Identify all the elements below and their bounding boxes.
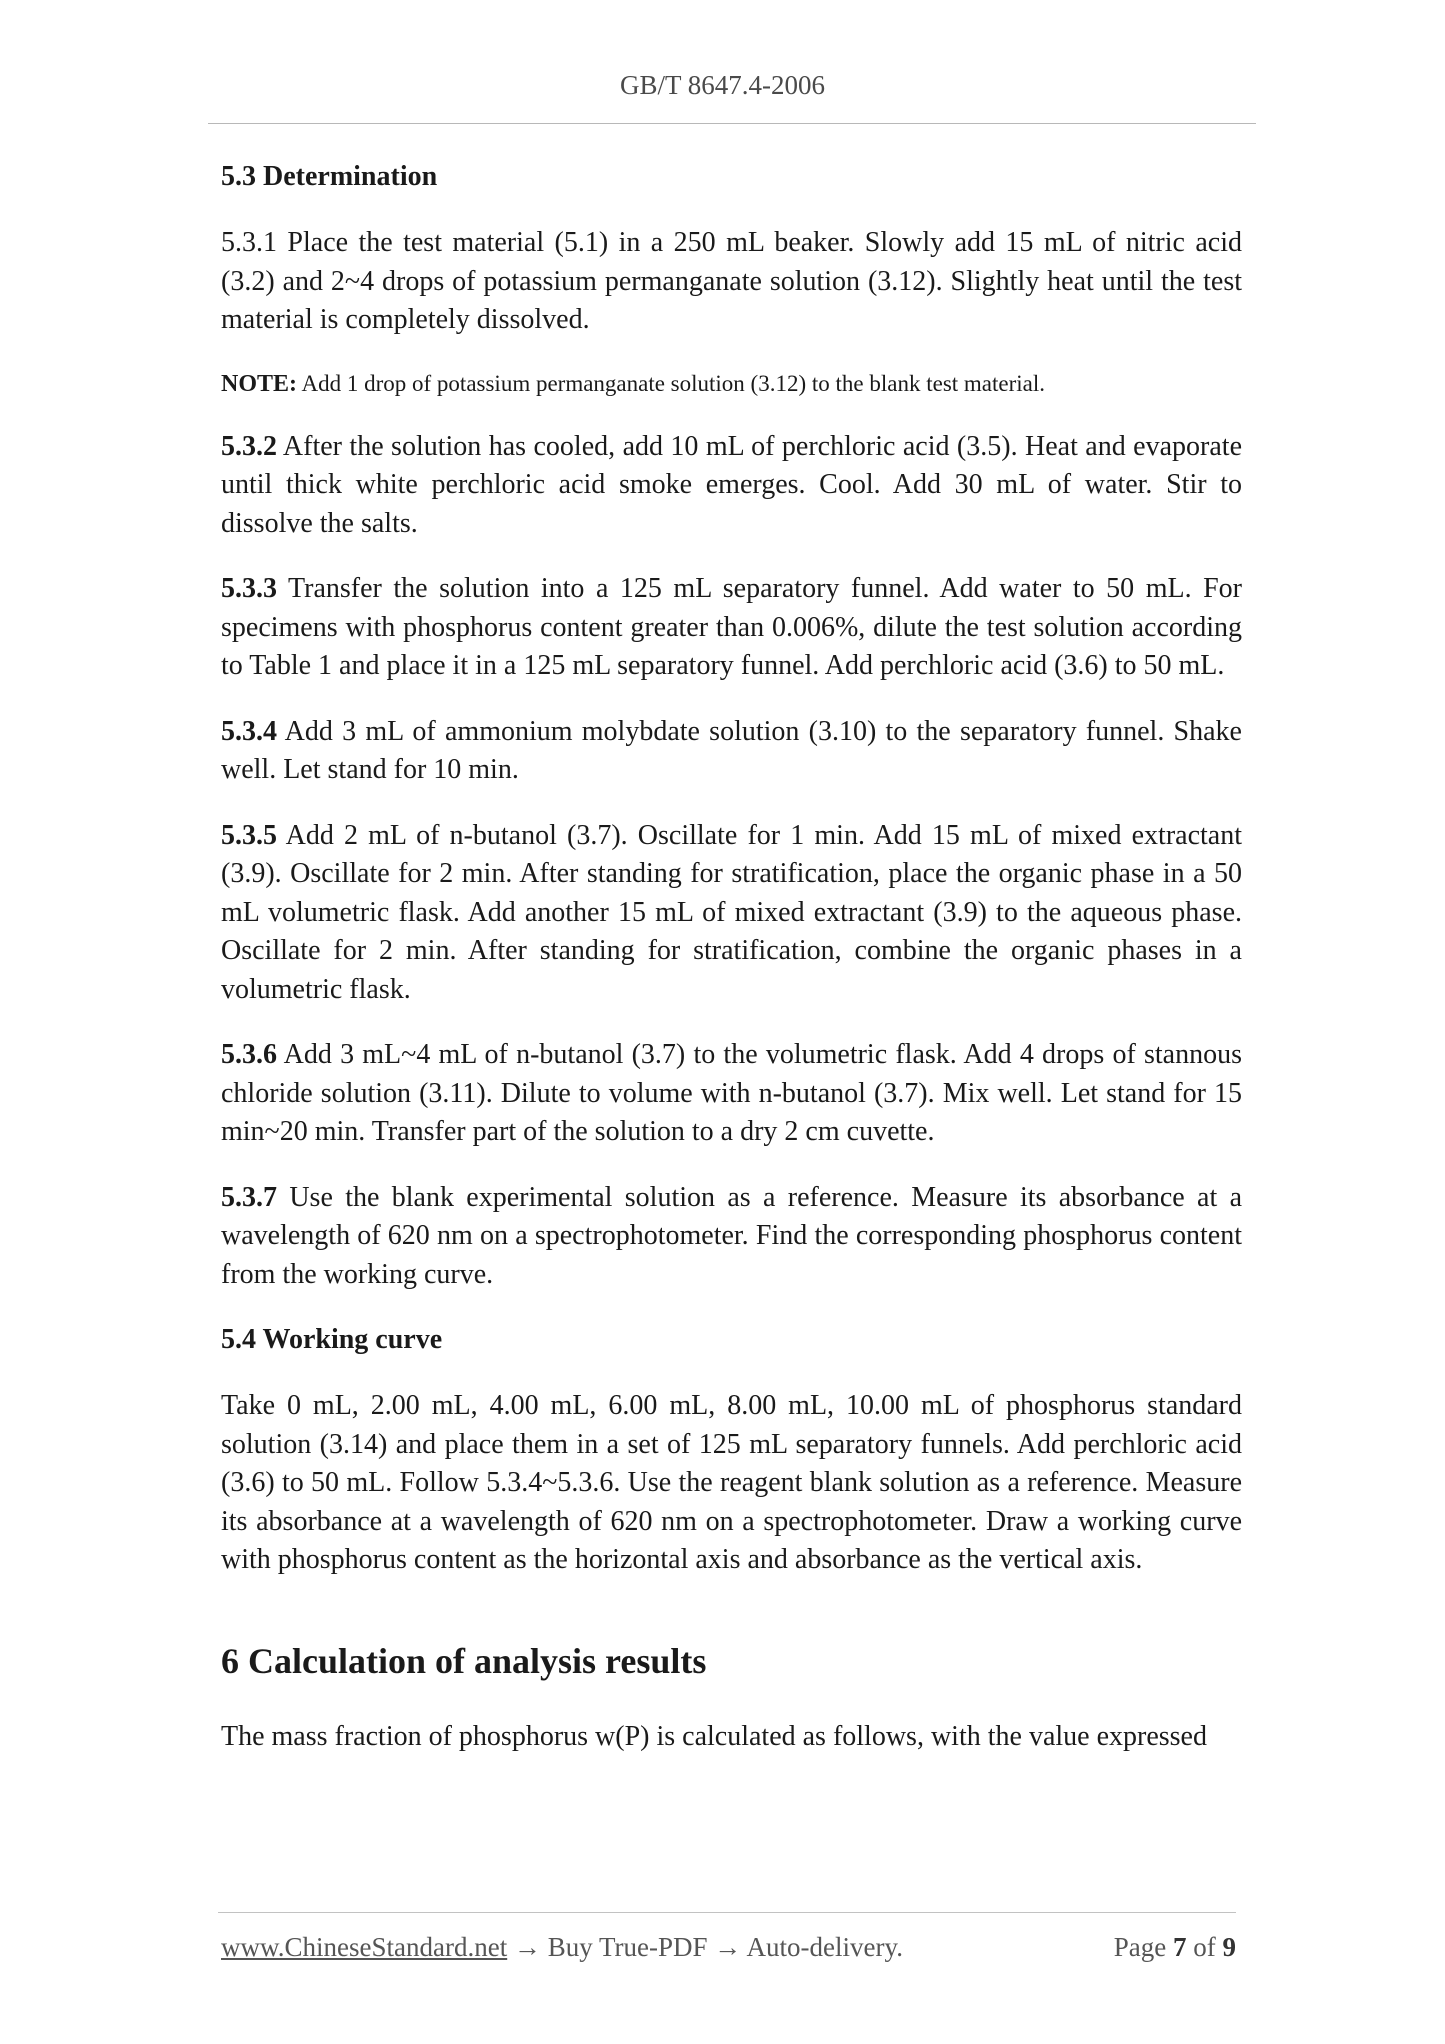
auto-delivery-text: Auto-delivery.: [746, 1932, 903, 1962]
note-label: NOTE:: [221, 370, 298, 397]
buy-true-pdf-text: Buy True-PDF: [547, 1932, 708, 1962]
section-5-4-heading: 5.4 Working curve: [221, 1324, 443, 1355]
clause-number: 5.3.2: [221, 430, 277, 462]
section-5-3-heading: 5.3 Determination: [221, 161, 438, 192]
arrow-right-icon: →: [507, 1932, 548, 1962]
clause-number: 5.3.6: [221, 1039, 277, 1070]
clause-text: After the solution has cooled, add 10 mL of perchloric acid (3.5). Heat and evaporate until thick white perchloric acid smoke emerges. Cool. Add 30 mL of water. Stir to dissolve the salts.: [221, 430, 1242, 539]
clause-text: Add 2 mL of n-butanol (3.7). Oscillate for 1 min. Add 15 mL of mixed extractant (3.9). Oscillate for 2 min. After standing for stratification, place the organic phase in a 50 mL volumetric flask. Add another 15 mL of mixed extractant (3.9) to the aqueous phase. Oscillate for 2 min. After standing for stratification, combine the organic phases in a volumetric flask.: [221, 819, 1242, 1005]
calculation-intro: The mass fraction of phosphorus w(P) is calculated as follows, with the value expressed: [221, 1720, 1207, 1752]
standard-number: GB/T 8647.4-2006: [619, 70, 825, 100]
clause-5-3-1: 5.3.1 Place the test material (5.1) in a 250 mL beaker. Slowly add 15 mL of nitric acid (3.2) and 2~4 drops of potassium permanganate solution (3.12). Slightly heat until the test material is completely dissolved.: [221, 227, 1242, 335]
clause-text: Transfer the solution into a 125 mL separatory funnel. Add water to 50 mL. For specimens with phosphorus content greater than 0.006%, dilute the test solution according to Table 1 and place it in a 125 mL separatory funnel. Add perchloric acid (3.6) to 50 mL.: [221, 573, 1242, 681]
running-header: [0, 70, 1445, 101]
clause-number: 5.3.5: [221, 819, 277, 851]
website-link[interactable]: www.ChineseStandard.net: [221, 1932, 508, 1962]
clause-5-3-7: [221, 1179, 1242, 1295]
clause-5-3-6: [221, 1036, 1242, 1152]
page-total: 9: [1222, 1932, 1236, 1962]
clause-number: 5.3.3: [221, 573, 277, 604]
arrow-right-icon: →: [707, 1932, 747, 1962]
note: [221, 367, 1242, 401]
clause-5-3-3: [221, 570, 1242, 686]
page-label: Page: [1113, 1932, 1173, 1962]
document-body: [221, 158, 1242, 1783]
footer-links: [221, 1932, 903, 1963]
working-curve-text: Take 0 mL, 2.00 mL, 4.00 mL, 6.00 mL, 8.00 mL, 10.00 mL of phosphorus standard solution (3.14) and place them in a set of 125 mL separatory funnels. Add perchloric acid (3.6) to 50 mL. Follow 5.3.4~5.3.6. Use the reagent blank solution as a reference. Measure its absorbance at a wavelength of 620 nm on a spectrophotometer. Draw a working curve with phosphorus content as the horizontal axis and absorbance as the vertical axis.: [221, 1390, 1242, 1575]
clause-text: Use the blank experimental solution as a reference. Measure its absorbance at a wavelength of 620 nm on a spectrophotometer. Find the corresponding phosphorus content from the working curve.: [221, 1181, 1242, 1290]
clause-text: Add 3 mL of ammonium molybdate solution (3.10) to the separatory funnel. Shake well. Let stand for 10 min.: [221, 715, 1242, 785]
clause-number: 5.3.4: [221, 715, 277, 747]
page-number: 7: [1173, 1932, 1187, 1962]
clause-5-3-4: [221, 713, 1242, 790]
note-text: Add 1 drop of potassium permanganate solution (3.12) to the blank test material.: [297, 370, 1045, 396]
page-indicator: [1114, 1932, 1236, 1963]
clause-5-3-5: [221, 817, 1242, 1010]
header-divider: [208, 123, 1256, 124]
section-6-heading: 6 Calculation of analysis results: [221, 1640, 707, 1681]
footer-divider: [218, 1912, 1236, 1913]
of-label: of: [1186, 1932, 1223, 1962]
clause-number: 5.3.7: [221, 1181, 277, 1213]
clause-5-3-2: [221, 428, 1242, 544]
clause-text: Add 3 mL~4 mL of n-butanol (3.7) to the volumetric flask. Add 4 drops of stannous chloride solution (3.11). Dilute to volume with n-butanol (3.7). Mix well. Let stand for 15 min~20 min. Transfer part of the solution to a dry 2 cm cuvette.: [221, 1039, 1242, 1147]
